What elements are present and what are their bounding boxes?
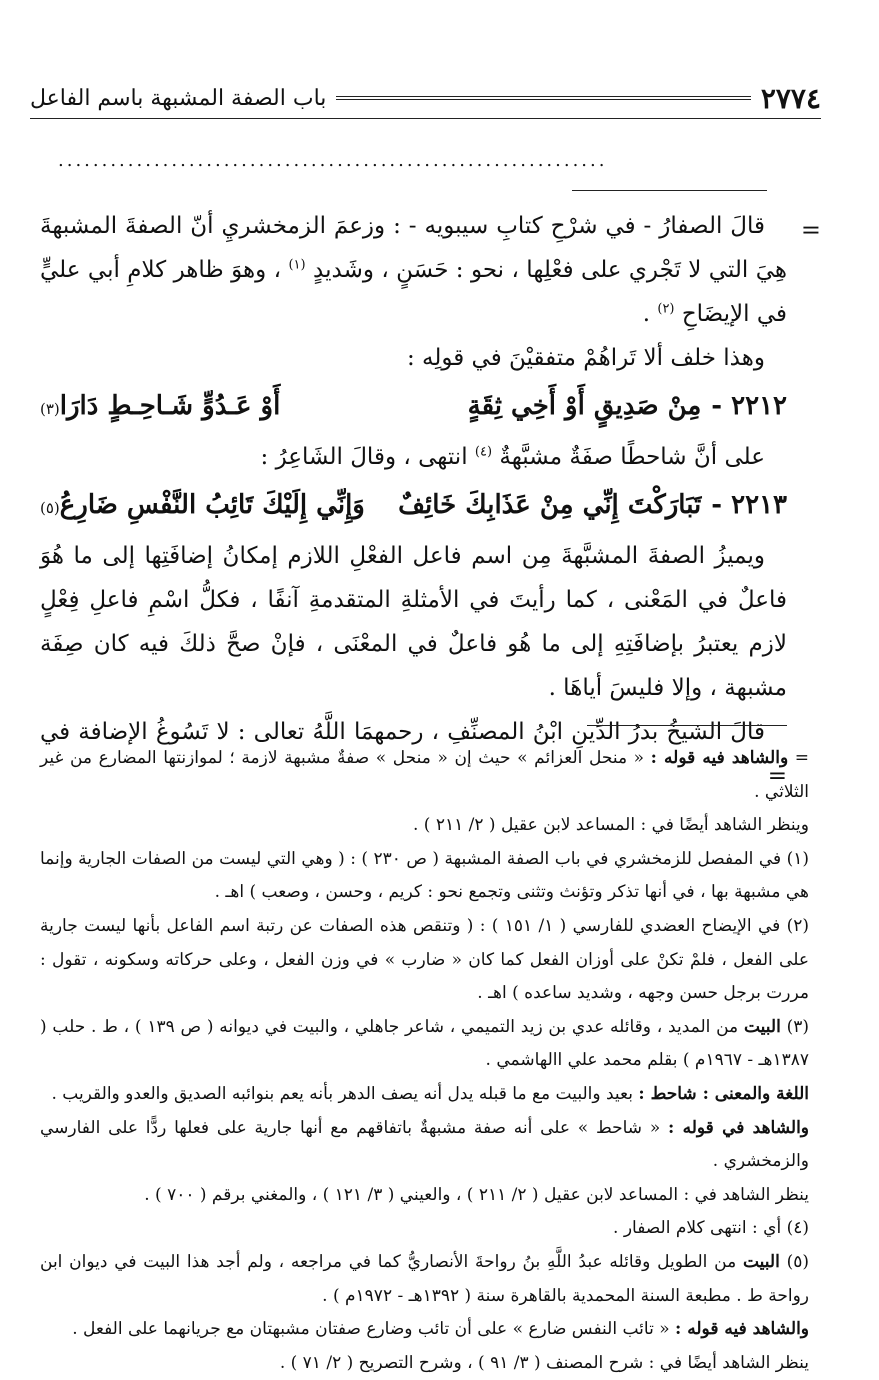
footnote-rule [587,725,787,726]
shahid-label: والشاهد فيه قوله : [650,748,789,768]
shahid-label: والشاهد في قوله : [668,1117,810,1138]
footnote-5-ref: ينظر الشاهد أيضًا في : شرح المصنف ( ٣/ ٩١ ) ، وشرح التصريح ( ٢/ ٧١ ) . [279,1352,809,1373]
continuation-mark-top: = [800,216,821,244]
verse-hemistich-1: تَبَارَكْتَ إِنِّي مِنْ عَذَابِكَ خَائِفٌ [398,490,702,520]
p1-end: . [642,301,651,327]
footnote-ref-1: (١) [288,257,306,273]
footnote-ref-5: (٥) [39,499,60,517]
p1-tail: ، وهوَ ظاهر كلامِ أبي عليٍّ في الإيضَاحِ [40,257,787,327]
footnote-2: (٢) في الإيضاح العضدي للفارسي ( ١/ ١٥١ ) : ( وتنقص هذه الصفات عن رتبة اسم الفاعل بأنها ليست جارية على الفعل ، فلمْ تكنْ على أوزان الفعل كما كان « ضارب » في وزن الفعل ، وعلى حركاته وسكونه ، تقول : مررت برجل حسن وجهه ، وشديد ساعده ) اهـ . [40,915,809,1004]
page-number: ٢٧٧٤ [760,81,821,115]
running-head: باب الصفة المشبهة باسم الفاعل [30,85,327,111]
shahid-text: « منحل العزائم » حيث إن « منحل » صفةٌ مشبهة لازمة ؛ لموازنتها المضارع من غير الثلاثي . [40,748,809,802]
header-rule [336,96,750,100]
footnote-3-shahid [40,1112,809,1179]
paragraph-4: ويميزُ الصفةَ المشبَّهةَ مِن اسم فاعل الفعْلِ اللازم إمكانُ إضافَتِها إلى ما هُوَ فاعلٌ في المَعْنى ، كما رأيتَ في الأمثلةِ المتقدمةِ آنفًا ، فكلُّ اسْمِ فاعلِ فِعْلٍ لازم يعتبرُ بإضافَتِهِ إلى ما هُو فاعلٌ في المعْنَى ، فإنْ صحَّ ذلكَ فيه كان صِفَة مشبهة ، وإلا فليسَ أياهَا . [40,543,787,701]
footnote-3 [40,1011,809,1078]
footnote-5-num: (٥) [786,1251,810,1272]
verse-number: ٢٢١٢ - [711,391,787,421]
p3-tail: انتهى ، وقالَ الشَاعِرُ : [260,444,468,470]
paragraph-3 [40,435,787,479]
footnote-5 [40,1246,809,1313]
footnote-ref-3: (٣) [39,400,60,418]
shahid-label: والشاهد فيه قوله : [675,1319,809,1340]
main-text [40,204,787,798]
footnote-continued-ref: وينظر الشاهد أيضًا في : المساعد لابن عقيل ( ٢/ ٢١١ ) . [413,815,809,836]
footnote-ref-2: (٢) [657,301,675,317]
footnote-3-lang [40,1078,809,1112]
verse-hemistich-2: وَإِنِّي إِلَيْكَ تَائِبُ النَّفْسِ ضَارِعُ [59,490,365,520]
footnote-3-num: (٣) [786,1016,810,1037]
p5-text: قالَ الشيخُ بدرُ الدِّينِ ابْنُ المصنِّفِ ، رحمهمَا اللَّهُ تعالى : لا تَسُوغُ الإضافة في [40,719,765,745]
p1-text: قالَ الصفارُ - في شرْحِ كتابِ سيبويه - : وزعمَ الزمخشريِ أنّ الصفةَ المشبهةَ هِيَ التي لا تَجْري على فعْلِها ، نحو : حَسَنٍ ، وشَديدٍ [40,213,787,283]
verse-2213 [40,481,787,532]
paragraph-1 [40,204,787,336]
footnotes [40,742,809,1380]
footnote-4: (٤) أي : انتهى كلام الصفار . [613,1218,809,1239]
footnote-5-shahid [40,1313,809,1347]
page-header [30,78,821,119]
p3-text: على أنَّ شاحطًا صفَةٌ مشبَّهةٌ [499,444,765,470]
footnote-3-label: البيت [743,1016,781,1037]
shahid-text: « شاحط » على أنه صفة مشبهةٌ باتفاقهم مع أنها جارية على فعلها ردًّا على الفارسي والزمخشري . [40,1117,809,1172]
continuation-mark-bottom: = [767,763,787,789]
footnote-1: (١) في المفصل للزمخشري في باب الصفة المشبهة ( ص ٢٣٠ ) : ( وهي التي ليست من الصفات الجارية وإنما هي مشبهة بها ، في أنها تذكر وتؤنث وتثنى وتجمع نحو : كريم ، وحسن ، وصعب ) اهـ . [40,848,809,903]
footnote-continued [40,742,809,809]
paragraph-2: وهذا خلف ألا تَراهُمْ متفقيْنَ في قولِه : [406,345,765,371]
verse-hemistich-2: أَوْ عَـدُوٍّ شَـاحِـطٍ دَارَا [59,391,281,421]
separator-dots: ............................................................... [58,150,608,170]
footnote-5-text: من الطويل وقائله عبدُ اللَّهِ بنُ رواحةَ الأنصاريُّ كما في مراجعه ، ولم أجد هذا البيت في ديوان ابن رواحة ط . مطبعة السنة المحمدية بالقاهرة سنة ( ١٣٩٢هـ - ١٩٧٢م ) . [40,1251,809,1306]
lang-text: بعيد والبيت مع ما قبله يدل أنه يصف الدهر بأنه يعم بنوائبه الصديق والعدو والقريب . [51,1083,633,1104]
verse-2212 [40,382,787,433]
separator-rule [572,190,767,191]
lang-label: اللغة والمعنى : شاحط : [638,1083,809,1104]
footnote-ref-4: (٤) [474,444,493,460]
shahid-text: « تائب النفس ضارع » على أن تائب وضارع صفتان مشبهتان مع جريانهما على الفعل . [72,1319,670,1340]
verse-number: ٢٢١٣ - [711,490,787,520]
continuation-mark: = [794,748,810,768]
footnote-3-text: من المديد ، وقائله عدي بن زيد التميمي ، شاعر جاهلي ، والبيت في ديوانه ( ص ١٣٩ ) ، ط . حلب ( ١٣٨٧هـ - ١٩٦٧م ) بقلم محمد علي االهاشمي . [40,1016,809,1071]
footnote-3-ref: ينظر الشاهد في : المساعد لابن عقيل ( ٢/ ٢١١ ) ، والعيني ( ٣/ ١٢١ ) ، والمغني برقم ( ٧٠٠ ) . [144,1184,809,1205]
footnote-5-label: البيت [742,1251,780,1272]
verse-hemistich-1: مِنْ صَدِيقٍ أَوْ أَخِي ثِقَةٍ [467,391,702,421]
